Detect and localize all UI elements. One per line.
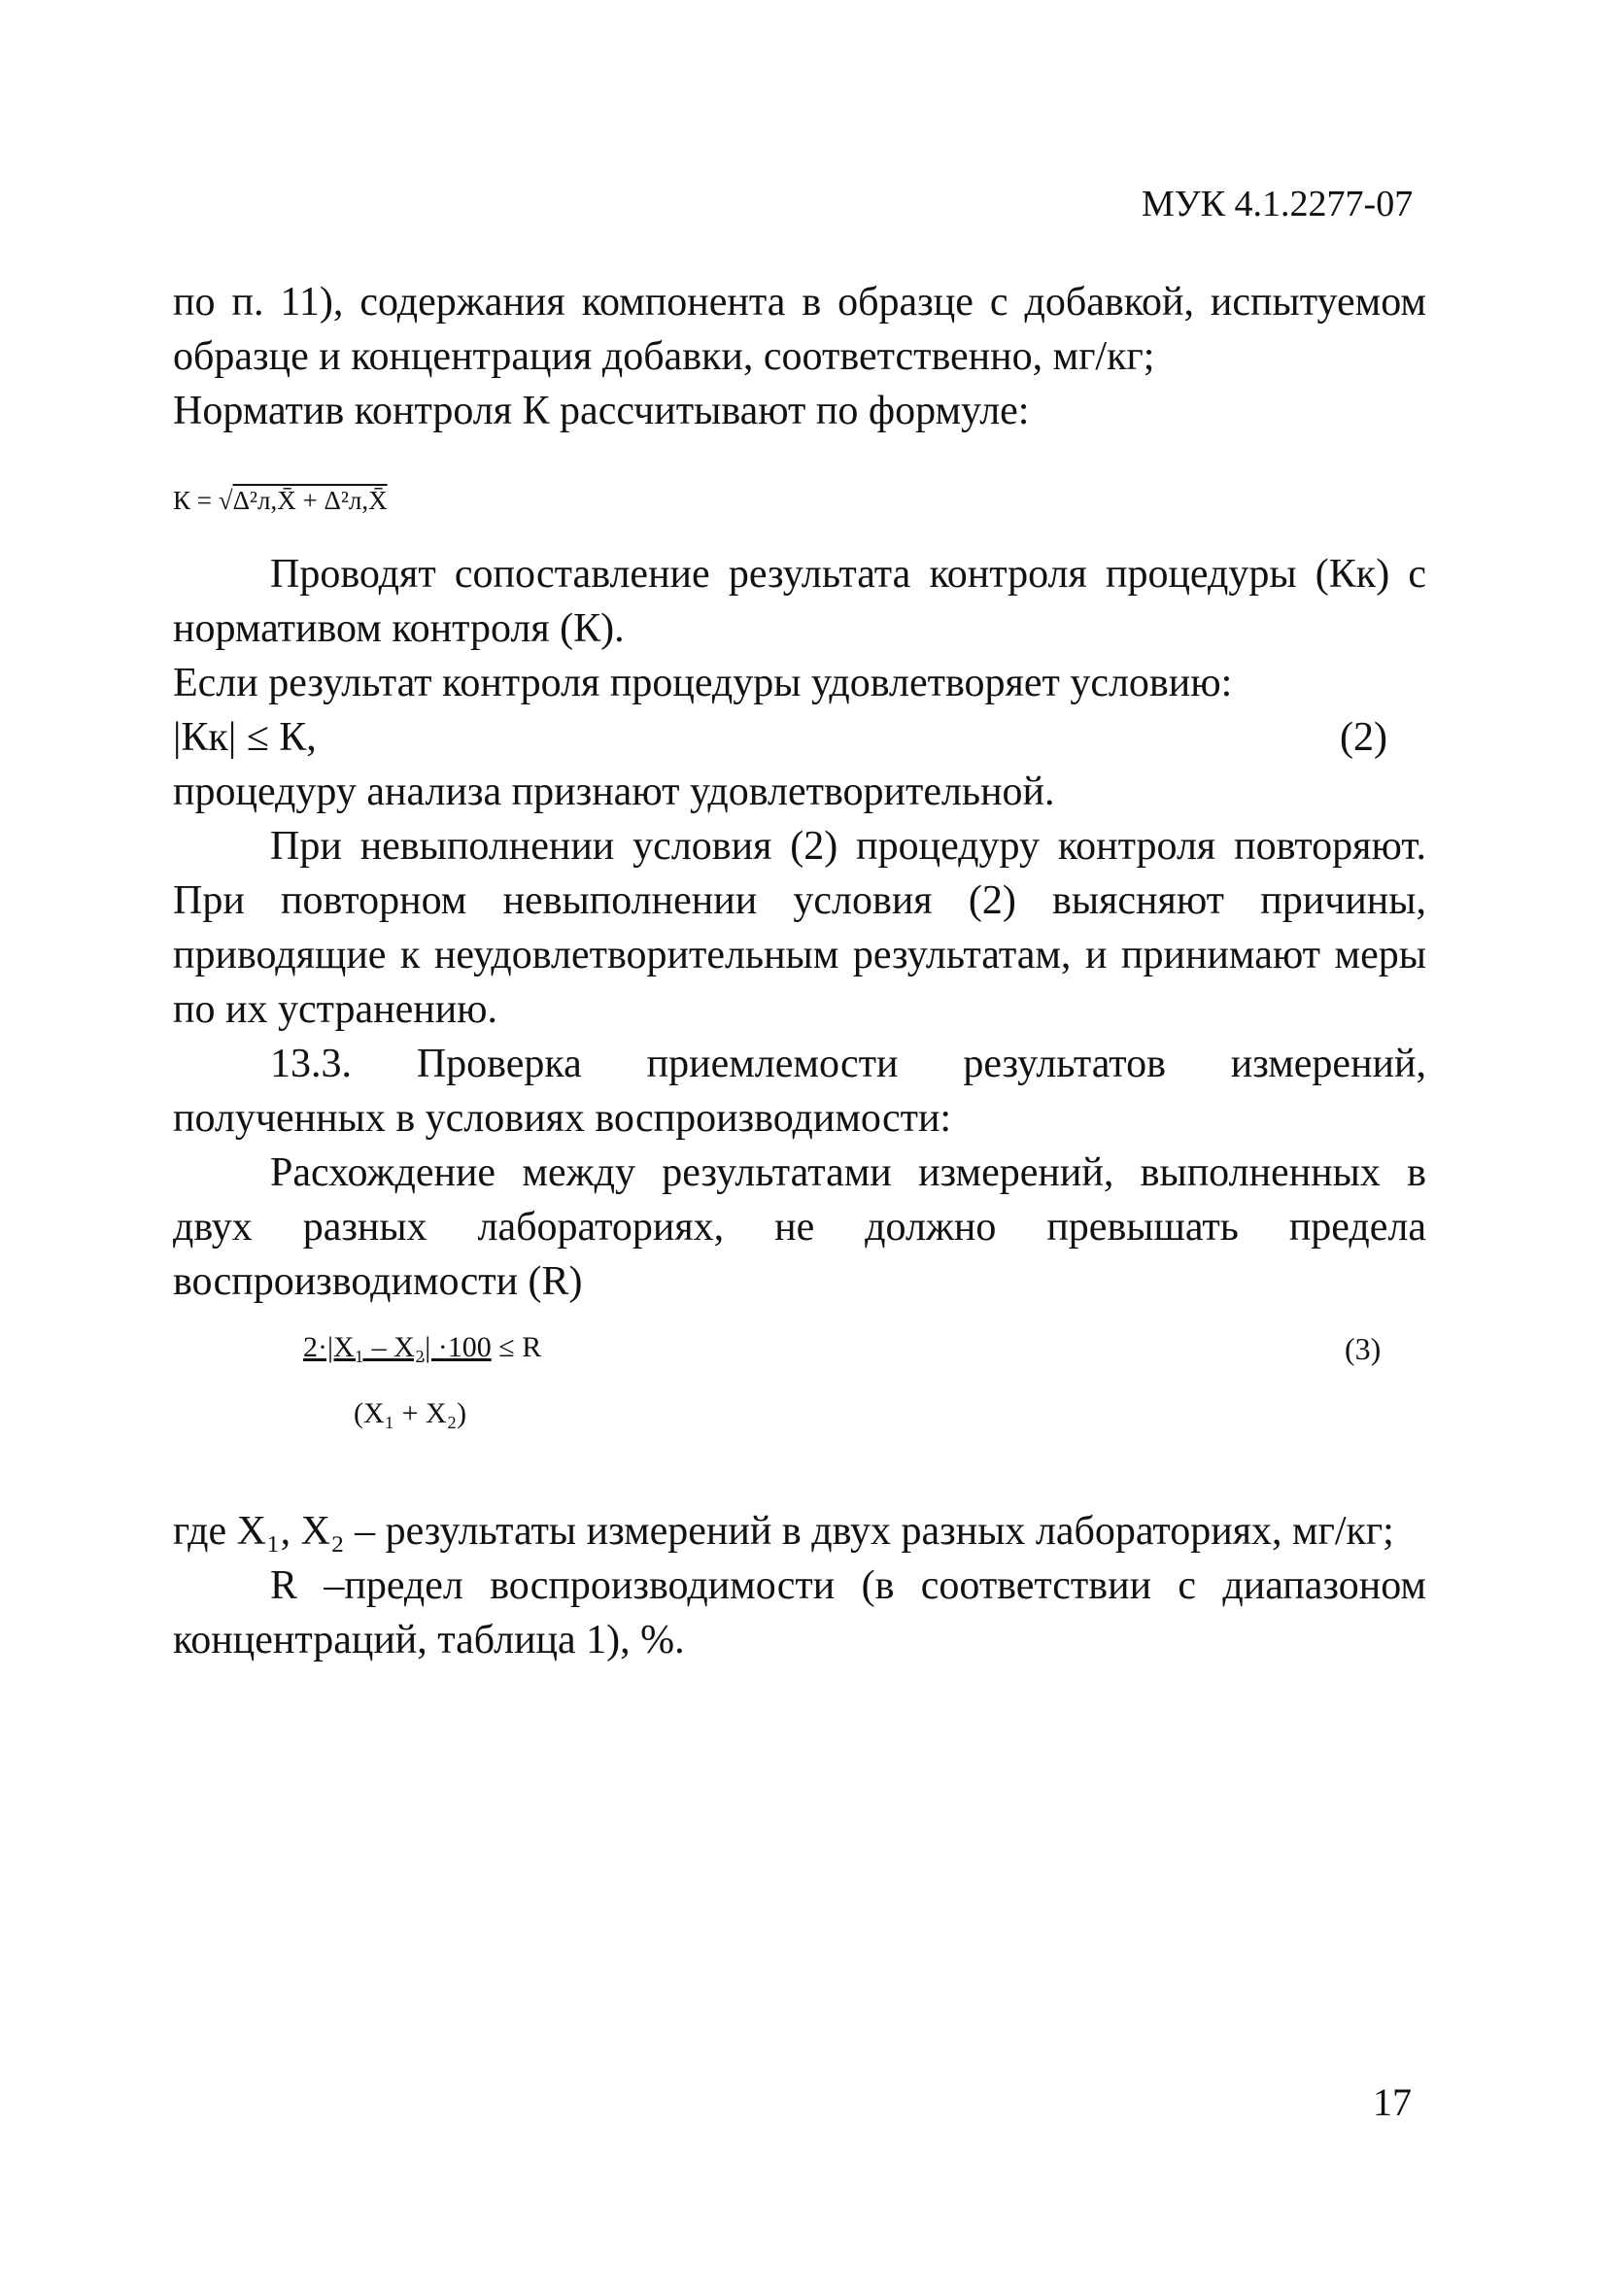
paragraph-formula-intro: Норматив контроля К рассчитывают по формуле: [173,389,1030,433]
equation-2 [173,710,1426,765]
text-block-1 [173,275,1426,438]
document-code: МУК 4.1.2277-07 [1142,184,1414,224]
paragraph-comparison: Проводят сопоставление результата контроля процедуры (Кк) с нормативом контроля (К). [173,552,1426,651]
paragraph-procedure-ok: процедуру анализа признают удовлетворительной. [173,770,1055,814]
paragraph-x-definition: где X₁, X₂ – результаты измерений в двух разных лабораториях, мг/кг; [173,1509,1394,1554]
equation-2-expression: |Кк| ≤ К, [173,715,317,760]
text-block-2 [173,547,1426,1309]
formula-3-relation: ≤ R [491,1331,542,1363]
paragraph-continuation: по п. 11), содержания компонента в образце с добавкой, испытуемом образце и концентрация добавки, соответственно, мг/кг; [173,280,1426,379]
formula-k-lhs: К = √ [173,486,233,515]
paragraph-reproducibility: Расхождение между результатами измерений, выполненных в двух разных лабораториях, не должно превышать предела воспроизводимости (R) [173,1150,1426,1304]
formula-3-denominator: (X₁ + X₂) [354,1397,467,1429]
section-13-3-heading: 13.3. Проверка приемлемости результатов измерений, полученных в условиях воспроизводимости: [173,1042,1426,1141]
formula-3 [303,1331,542,1429]
equation-3-number: (3) [1345,1331,1382,1366]
paragraph-condition-intro: Если результат контроля процедуры удовлетворяет условию: [173,661,1233,705]
equation-2-number: (2) [1340,715,1387,760]
paragraph-r-definition: R –предел воспроизводимости (в соответствии с диапазоном концентраций, таблица 1), %. [173,1563,1426,1662]
page-number: 17 [1373,2080,1412,2124]
formula-k [173,486,388,516]
formula-k-radicand: Δ²л,X̄ + Δ²л,X̄ [232,486,388,515]
formula-3-numerator: 2·|X₁ – X₂| ·100 [303,1331,492,1363]
text-block-3 [173,1504,1426,1667]
paragraph-failure-handling: При невыполнении условия (2) процедуру контроля повторяют. При повторном невыполнении условия (2) выясняют причины, приводящие к неудовлетворительным результатам, и принимают меры по их устранению. [173,824,1426,1032]
formula-3-numerator-line [303,1331,541,1364]
